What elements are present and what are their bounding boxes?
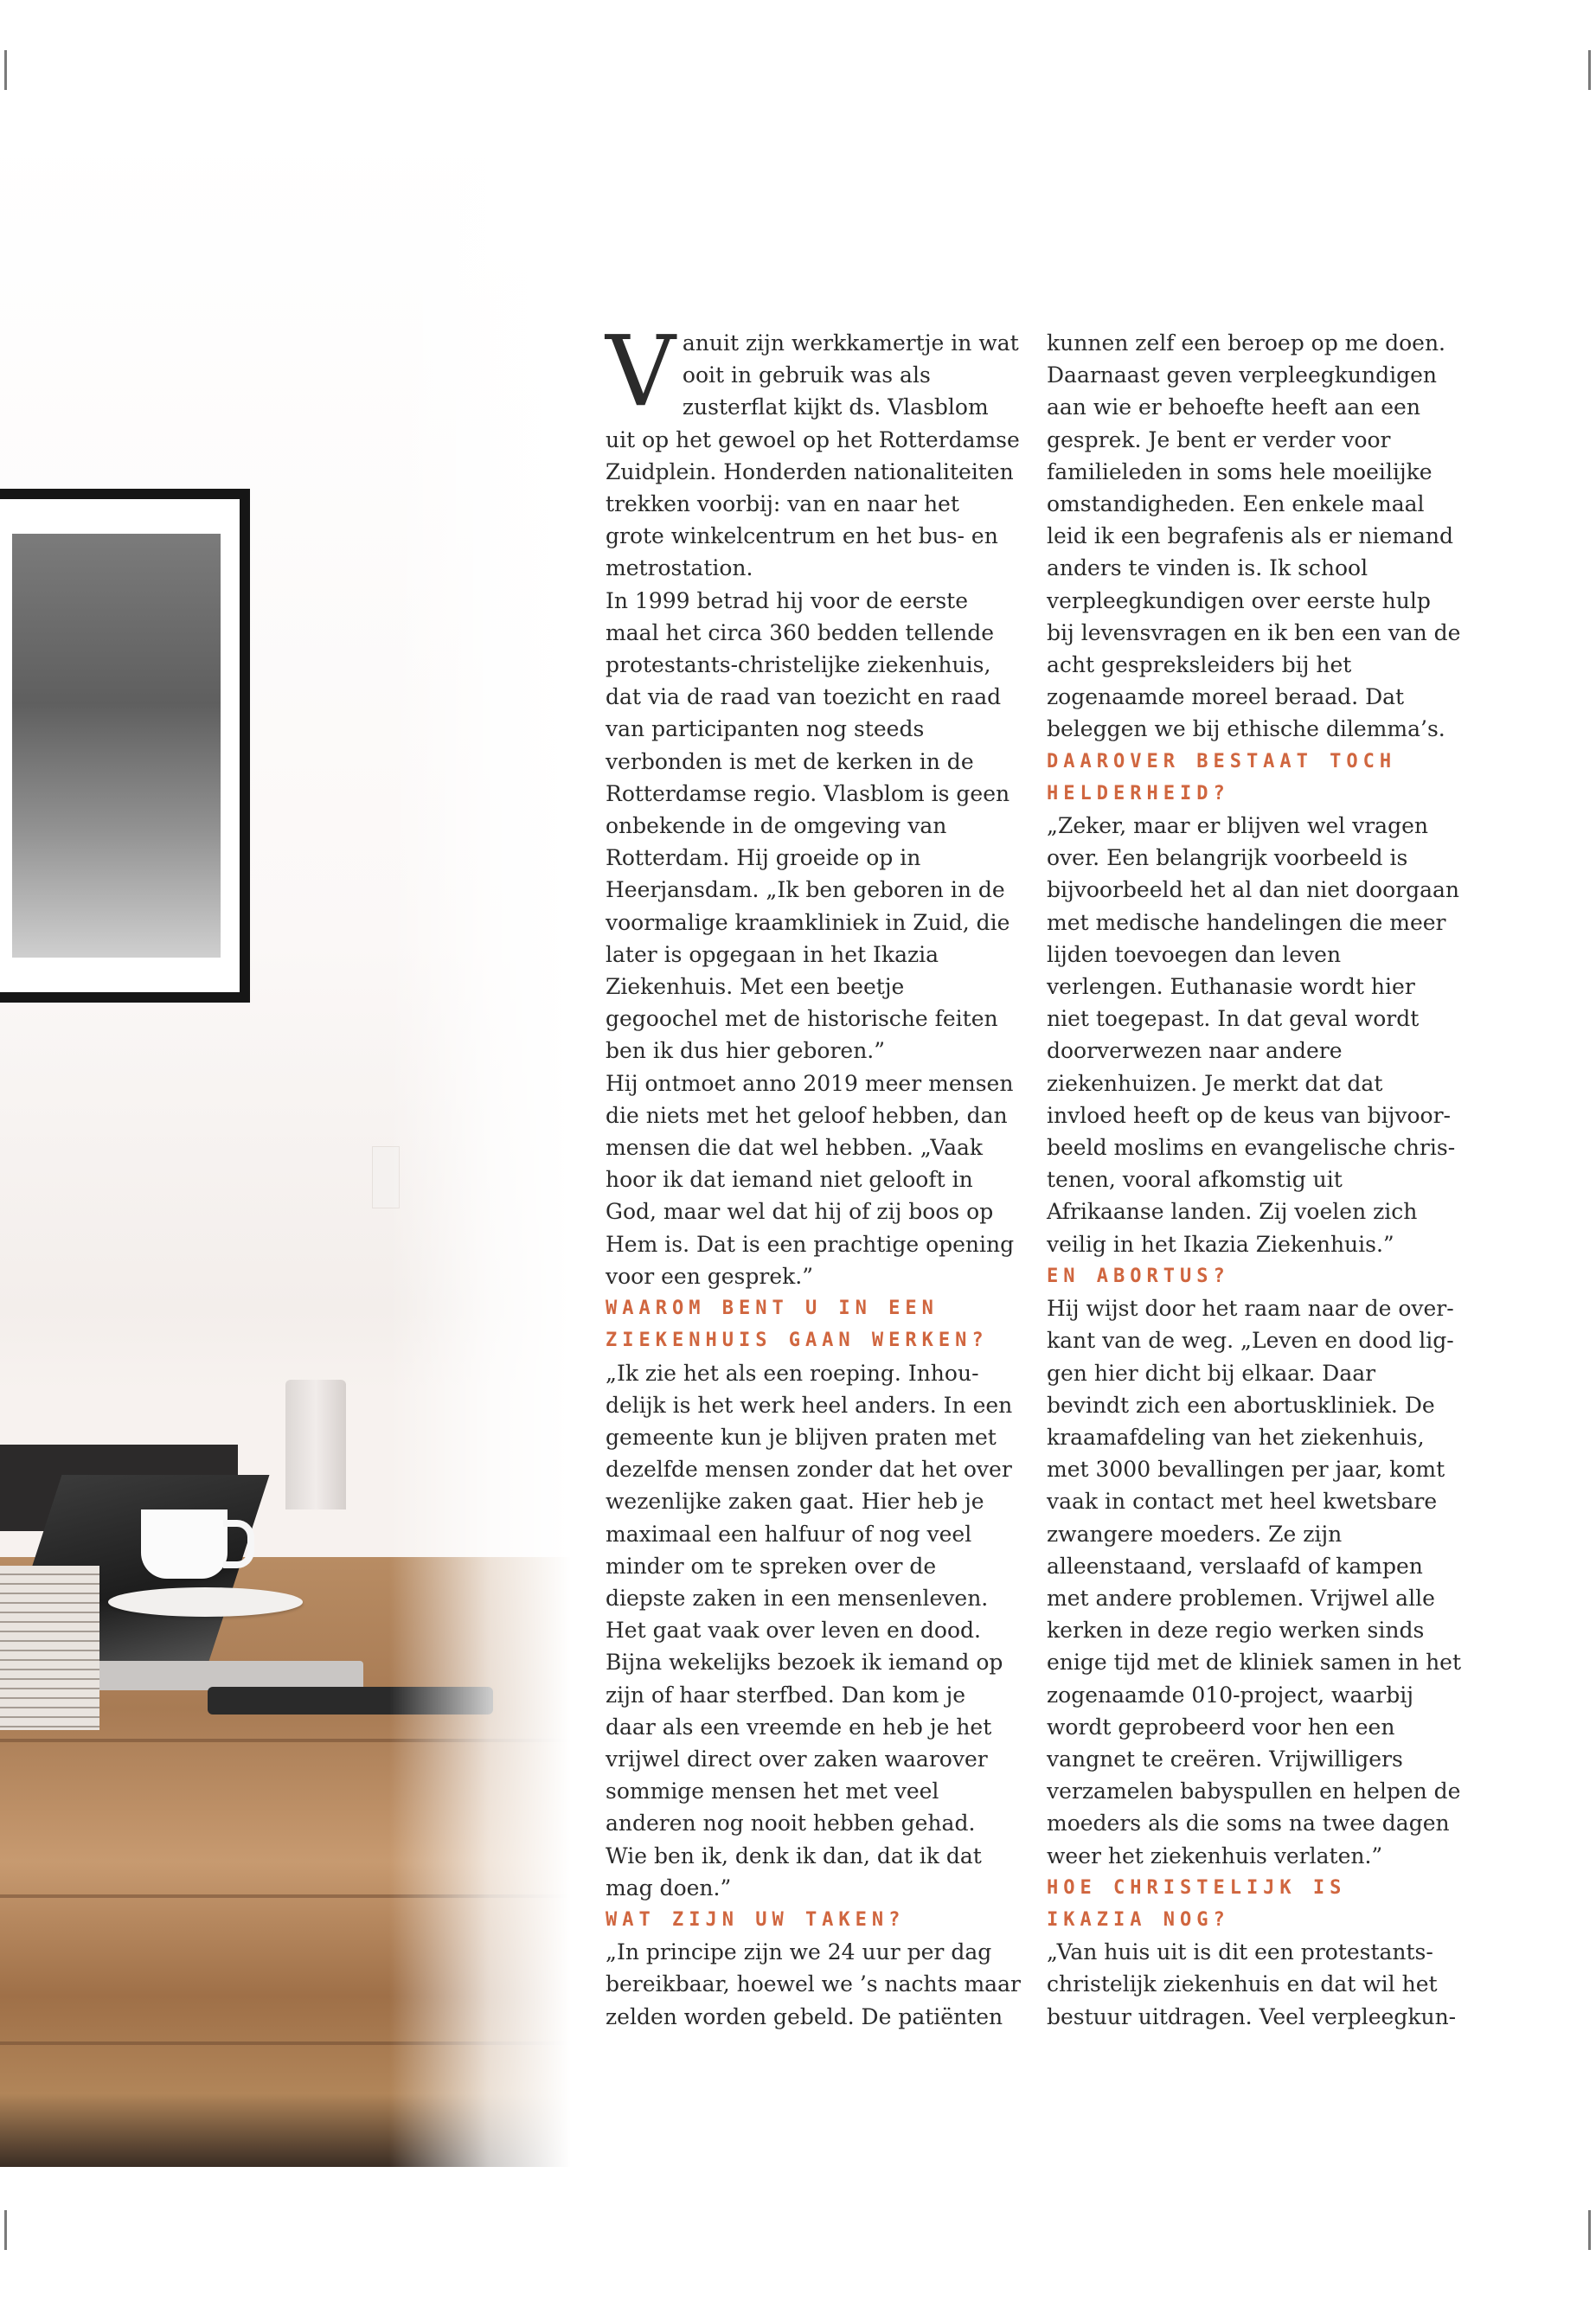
office-desk-photo [0,125,571,2167]
stack-of-books [0,1566,99,1730]
saucer [108,1587,303,1617]
question-heading: DAAROVER BESTAAT TOCH HELDERHEID? [1047,750,1397,804]
cup-handle [223,1520,254,1568]
paragraph: kunnen zelf een beroep op me doen. Daarnaast geven verpleegkundigen aan wie er behoefte heeft aan een gesprek. Je bent er verder voor familieleden in soms hele moeilijke omstandigheden. Een enkele maal leid ik een begrafenis als er niemand anders te vinden is. Ik school verpleegkundigen over eerste hulp bij levensvragen en ik ben een van de acht gespreksleiders bij het zogenaamde moreel beraad. Dat beleggen we bij ethische dilemma’s. [1047,330,1461,742]
crop-mark-bottom-right [1588,2210,1591,2250]
paragraph: „Ik zie het als een roeping. Inhoudelijk is het werk heel anders. In een gemeente kun je blijven praten met dezelfde mensen zonder dat het over wezenlijke zaken gaat. Hier heb je maximaal een halfuur of nog veel minder om te spreken over de diepste zaken in een mensenleven. Het gaat vaak over leven en dood. Bijna wekelijks bezoek ik iemand op zijn of haar sterfbed. Dan kom je daar als een vreemde en heb je het vrijwel direct over zaken waarover sommige mensen het met veel anderen nog nooit hebben gehad. Wie ben ik, denk ik dan, dat ik dat mag doen.” [606,1360,1013,1900]
framed-picture [0,489,250,1003]
crop-mark-top-right [1588,50,1591,90]
paragraph: In 1999 betrad hij voor de eerste maal het circa 360 bedden tellende protestants-christelijke ziekenhuis, dat via de raad van toezicht en raad van participanten nog steeds verbonden is met de kerken in de Rotterdamse regio. Vlasblom is geen onbekende in de omgeving van Rotterdam. Hij groeide op in Heerjansdam. „Ik ben geboren in de voormalige kraamkliniek in Zuid, die later is opgegaan in het Ikazia Ziekenhuis. Met een beetje gegoochel met de historische feiten ben ik dus hier geboren.” [606,587,1010,1064]
question-heading: HOE CHRISTELIJK IS IKAZIA NOG? [1047,1876,1347,1931]
paragraph: Hij wijst door het raam naar de overkant van de weg. „Leven en dood liggen hier dicht bij elkaar. Daar bevindt zich een abortuskliniek. De kraamafdeling van het ziekenhuis, met 3000 bevallingen per jaar, komt vaak in contact met heel kwetsbare zwangere moeders. Ze zijn alleenstaand, verslaafd of kampen met andere problemen. Vrijwel alle kerken in deze regio werken sinds enige tijd met de kliniek samen in het zogenaamde 010-project, waarbij wordt geprobeerd voor hen een vangnet te creëren. Vrijwilligers verzamelen babyspullen en helpen de moeders als die soms na twee dagen weer het ziekenhuis verlaten.” [1047,1296,1462,1868]
paragraph: Hij ontmoet anno 2019 meer mensen die niets met het geloof hebben, dan mensen die dat wel hebben. „Vaak hoor ik dat iemand niet gelooft in God, maar wel dat hij of zij boos op Hem is. Dat is een prachtige opening voor een gesprek.” [606,1070,1015,1289]
drop-cap: V [606,316,676,428]
photo-fade [389,125,571,2167]
paragraph: „Van huis uit is dit een protestants-christelijk ziekenhuis en dat wil het bestuur uitdragen. Veel verpleegkun- [1047,1939,1457,2029]
question-heading: EN ABORTUS? [1047,1265,1230,1287]
coffee-cup-icon [141,1509,228,1579]
article-column-2 [1047,327,1462,2033]
lamp [285,1380,346,1509]
question-heading: WAT ZIJN UW TAKEN? [606,1908,906,1931]
crop-mark-bottom-left [4,2210,7,2250]
paragraph: „In principe zijn we 24 uur per dag bereikbaar, hoewel we ’s nachts maar zelden worden gebeld. De patiënten [606,1939,1021,2029]
crop-mark-top-left [4,50,7,90]
article-column-1 [606,316,1021,2033]
question-heading: WAAROM BENT U IN EEN ZIEKENHUIS GAAN WERKEN? [606,1298,989,1352]
paragraph: „Zeker, maar er blijven wel vragen over. Een belangrijk voorbeeld is bijvoorbeeld het al dan niet doorgaan met medische handelingen die meer lijden toevoegen dan leven verlengen. Euthanasie wordt hier niet toegepast. In dat geval wordt doorverwezen naar andere ziekenhuizen. Je merkt dat dat invloed heeft op de keus van bijvoorbeeld moslims en evangelische christenen, vooral afkomstig uit Afrikaanse landen. Zij voelen zich veilig in het Ikazia Ziekenhuis.” [1047,813,1460,1257]
intro-paragraph: Vanuit zijn werkkamertje in wat ooit in gebruik was als zusterflat kijkt ds. Vlasblom uit op het gewoel op het Rotterdamse Zuidplein. Honderden nationaliteiten trekken voorbij: van en naar het grote winkelcentrum en het bus- en metrostation. [606,316,1020,581]
